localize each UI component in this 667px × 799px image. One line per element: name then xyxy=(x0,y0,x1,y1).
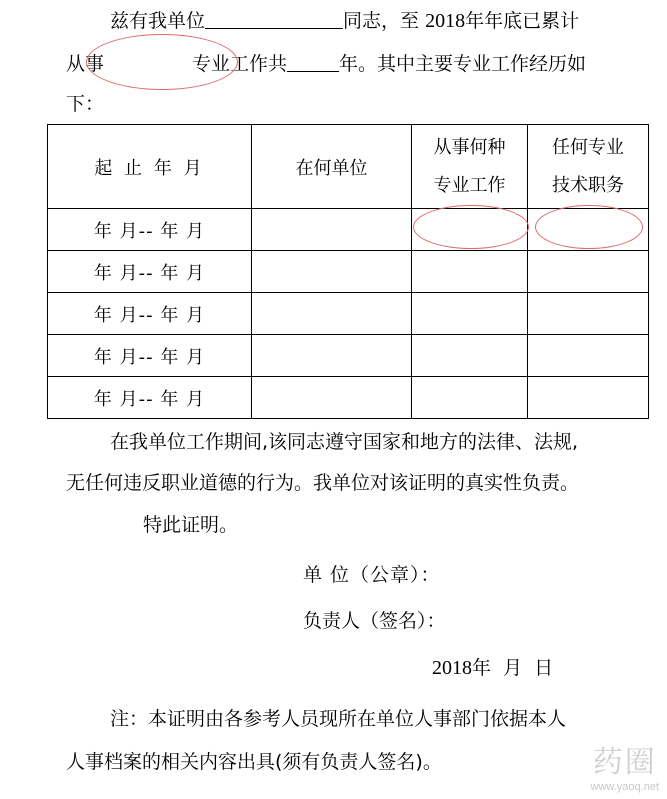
watermark-url: www.yaoq.net xyxy=(590,781,659,793)
table-header-row xyxy=(48,125,649,209)
note-line-1: 注：本证明由各参考人员现所在单位人事部门依据本人 xyxy=(110,708,567,730)
row-title[interactable] xyxy=(528,335,649,377)
row-work[interactable] xyxy=(412,251,528,293)
row-period[interactable]: 年 月-- 年 月 xyxy=(48,335,252,377)
row-title[interactable] xyxy=(528,209,649,251)
intro-prefix: 兹有我单位 xyxy=(110,10,206,32)
row-work[interactable] xyxy=(412,335,528,377)
intro-line-1 xyxy=(110,8,579,33)
header-work-line2: 专业工作 xyxy=(433,174,506,196)
row-title[interactable] xyxy=(528,377,649,419)
table-row xyxy=(48,335,649,377)
date-rest: 年 月 日 xyxy=(472,657,554,679)
row-unit[interactable] xyxy=(252,251,412,293)
row-period[interactable]: 年 月-- 年 月 xyxy=(48,377,252,419)
intro-suffix: 年年底已累计 xyxy=(465,10,580,32)
header-title-line1: 任何专业 xyxy=(552,136,624,158)
unit-seal-label: 单 位（公章）： xyxy=(303,564,441,586)
table-row xyxy=(48,377,649,419)
intro-line-2 xyxy=(66,51,586,76)
row-title[interactable] xyxy=(528,251,649,293)
table-row xyxy=(48,209,649,251)
work-experience-table xyxy=(47,124,649,419)
date-line xyxy=(432,656,553,680)
watermark-logo: 药圈 xyxy=(592,745,657,780)
years-blank[interactable] xyxy=(287,51,339,72)
intro-year: 2018 xyxy=(425,10,466,32)
responsible-person-label: 负责人（签名）： xyxy=(303,610,446,632)
row-unit[interactable] xyxy=(252,293,412,335)
header-work xyxy=(412,125,528,209)
table-row xyxy=(48,251,649,293)
statement-line-2: 无任何违反职业道德的行为。我单位对该证明的真实性负责。 xyxy=(66,472,580,494)
header-title-line2: 技术职务 xyxy=(552,174,624,196)
row-period[interactable]: 年 月-- 年 月 xyxy=(48,251,252,293)
statement-line-1: 在我单位工作期间,该同志遵守国家和地方的法律、法规, xyxy=(110,431,579,453)
row-unit[interactable] xyxy=(252,209,412,251)
intro-line2-prefix: 从事 xyxy=(66,53,105,75)
row-work[interactable] xyxy=(412,209,528,251)
row-work[interactable] xyxy=(412,377,528,419)
note-line-2: 人事档案的相关内容出具(须有负责人签名)。 xyxy=(66,751,442,773)
intro-line-3: 下： xyxy=(66,93,105,115)
row-period[interactable]: 年 月-- 年 月 xyxy=(48,293,252,335)
statement-line-3: 特此证明。 xyxy=(143,514,239,536)
row-period[interactable]: 年 月-- 年 月 xyxy=(48,209,252,251)
row-work[interactable] xyxy=(412,293,528,335)
intro-mid: 同志，至 xyxy=(343,10,420,32)
header-title xyxy=(528,125,649,209)
header-work-line1: 从事何种 xyxy=(433,136,506,158)
intro-line2-mid: 专业工作共 xyxy=(192,53,288,75)
header-period: 起 止 年 月 xyxy=(48,125,252,209)
date-year: 2018 xyxy=(432,657,472,679)
intro-line2-suffix: 年。其中主要专业工作经历如 xyxy=(339,53,587,75)
site-watermark xyxy=(591,737,659,793)
table-row xyxy=(48,293,649,335)
name-blank[interactable] xyxy=(205,8,343,29)
row-title[interactable] xyxy=(528,293,649,335)
header-unit: 在何单位 xyxy=(252,125,412,209)
row-unit[interactable] xyxy=(252,377,412,419)
row-unit[interactable] xyxy=(252,335,412,377)
